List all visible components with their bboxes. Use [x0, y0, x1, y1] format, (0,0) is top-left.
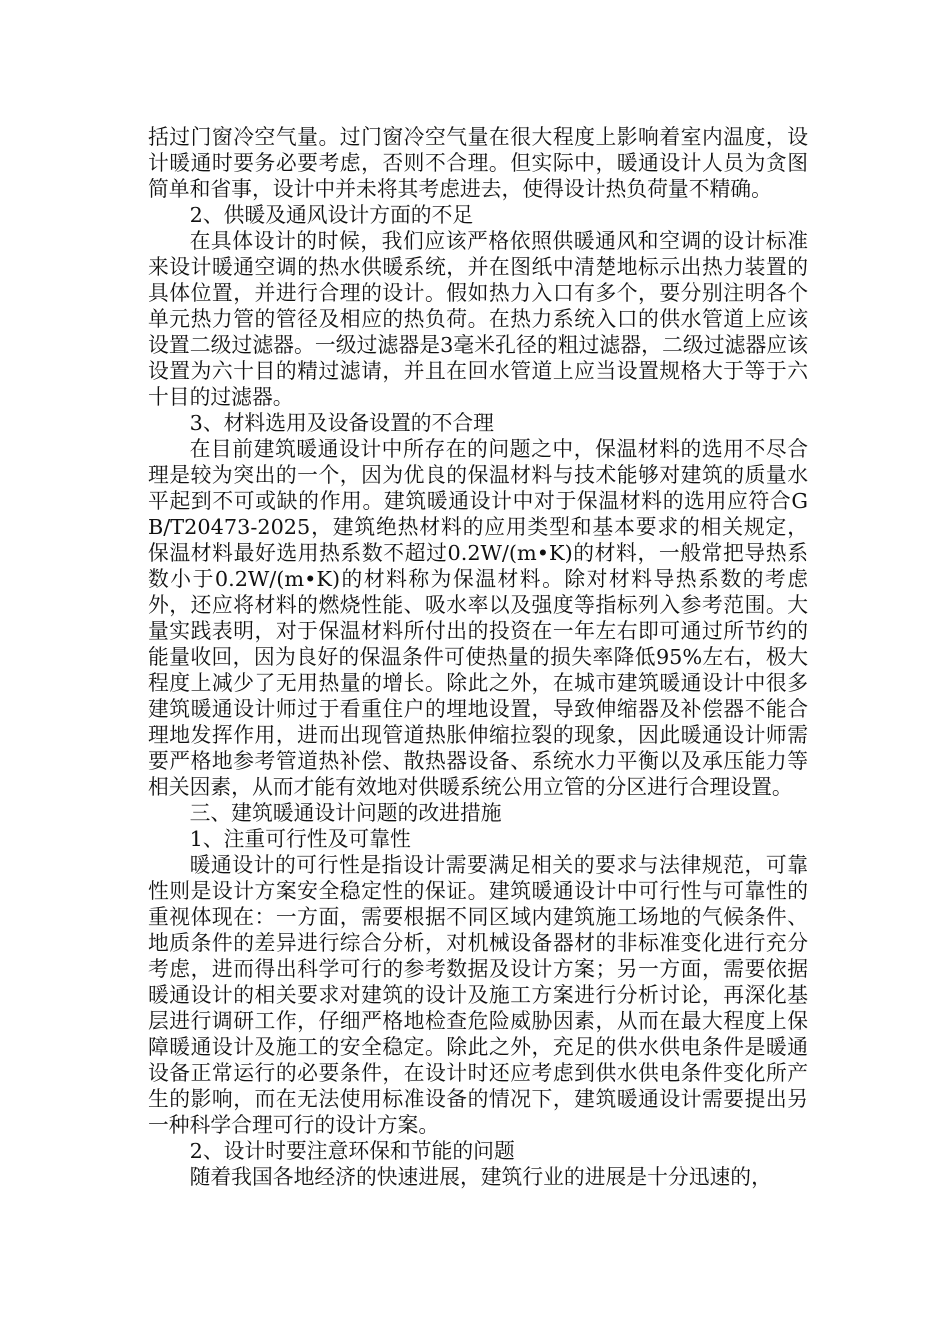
subsection-heading-feasibility: 1、注重可行性及可靠性	[189, 827, 411, 851]
paragraph-feasibility: 暖通设计的可行性是指设计需要满足相关的要求与法律规范，可靠性则是设计方案安全稳定性的保证。建筑暖通设计中可行性与可靠性的重视体现在：一方面，需要根据不同区域内建筑施工场地的气候条件、地质条件的差异进行综合分析，对机械设备器材的非标准变化进行充分考虑，进而得出科学可行的参考数据及设计方案；另一方面，需要依据暖通设计的相关要求对建筑的设计及施工方案进行分析讨论，再深化基层进行调研工作，仔细严格地检查危险威胁因素，从而在最大程度上保障暖通设计及施工的安全稳定。除此之外，充足的供水供电条件是暖通设备正常运行的必要条件，在设计时还应考虑到供水供电条件变化所产生的影响，而在无法使用标准设备的情况下，建筑暖通设计需要提出另一种科学合理可行的设计方案。	[148, 853, 808, 1137]
section-heading-heating-ventilation: 2、供暖及通风设计方面的不足	[189, 203, 474, 227]
paragraph-heating-design: 在具体设计的时候，我们应该严格依照供暖通风和空调的设计标准来设计暖通空调的热水供暖系统，并在图纸中清楚地标示出热力装置的具体位置，并进行合理的设计。假如热力入口有多个，要分别注明各个单元热力管的管径及相应的热负荷。在热力系统入口的供水管道上应该设置二级过滤器。一级过滤器是3毫米孔径的粗过滤器，二级过滤器应该设置为六十目的精过滤请，并且在回水管道上应当设置规格大于等于六十目的过滤器。	[148, 229, 808, 409]
section-heading-materials: 3、材料选用及设备设置的不合理	[189, 411, 494, 435]
document-body	[148, 124, 808, 1190]
paragraph-insulation-materials: 在目前建筑暖通设计中所存在的问题之中，保温材料的选用不尽合理是较为突出的一个，因为优良的保温材料与技术能够对建筑的质量水平起到不可或缺的作用。建筑暖通设计中对于保温材料的选用应符合GB/T20473-2025，建筑绝热材料的应用类型和基本要求的相关规定，保温材料最好选用热系数不超过0.2W/(m•K)的材料，一般常把导热系数小于0.2W/(m•K)的材料称为保温材料。除对材料导热系数的考虑外，还应将材料的燃烧性能、吸水率以及强度等指标列入参考范围。大量实践表明，对于保温材料所付出的投资在一年左右即可通过所节约的能量收回，因为良好的保温条件可使热量的损失率降低95%左右，极大程度上减少了无用热量的增长。除此之外，在城市建筑暖通设计中很多建筑暖通设计师过于看重住户的埋地设置，导致伸缩器及补偿器不能合理地发挥作用，进而出现管道热胀伸缩拉裂的现象，因此暖通设计师需要严格地参考管道热补偿、散热器设备、系统水力平衡以及承压能力等相关因素，从而才能有效地对供暖系统公用立管的分区进行合理设置。	[148, 437, 808, 799]
paragraph-energy-saving: 随着我国各地经济的快速进展，建筑行业的进展是十分迅速的，	[189, 1165, 772, 1189]
section-heading-improvements: 三、建筑暖通设计问题的改进措施	[189, 801, 502, 825]
subsection-heading-energy-saving: 2、设计时要注意环保和节能的问题	[189, 1139, 515, 1163]
paragraph-continuation: 括过门窗冷空气量。过门窗冷空气量在很大程度上影响着室内温度，设计暖通时要务必要考虑，否则不合理。但实际中，暖通设计人员为贪图简单和省事，设计中并未将其考虑进去，使得设计热负荷量不精确。	[148, 125, 808, 201]
